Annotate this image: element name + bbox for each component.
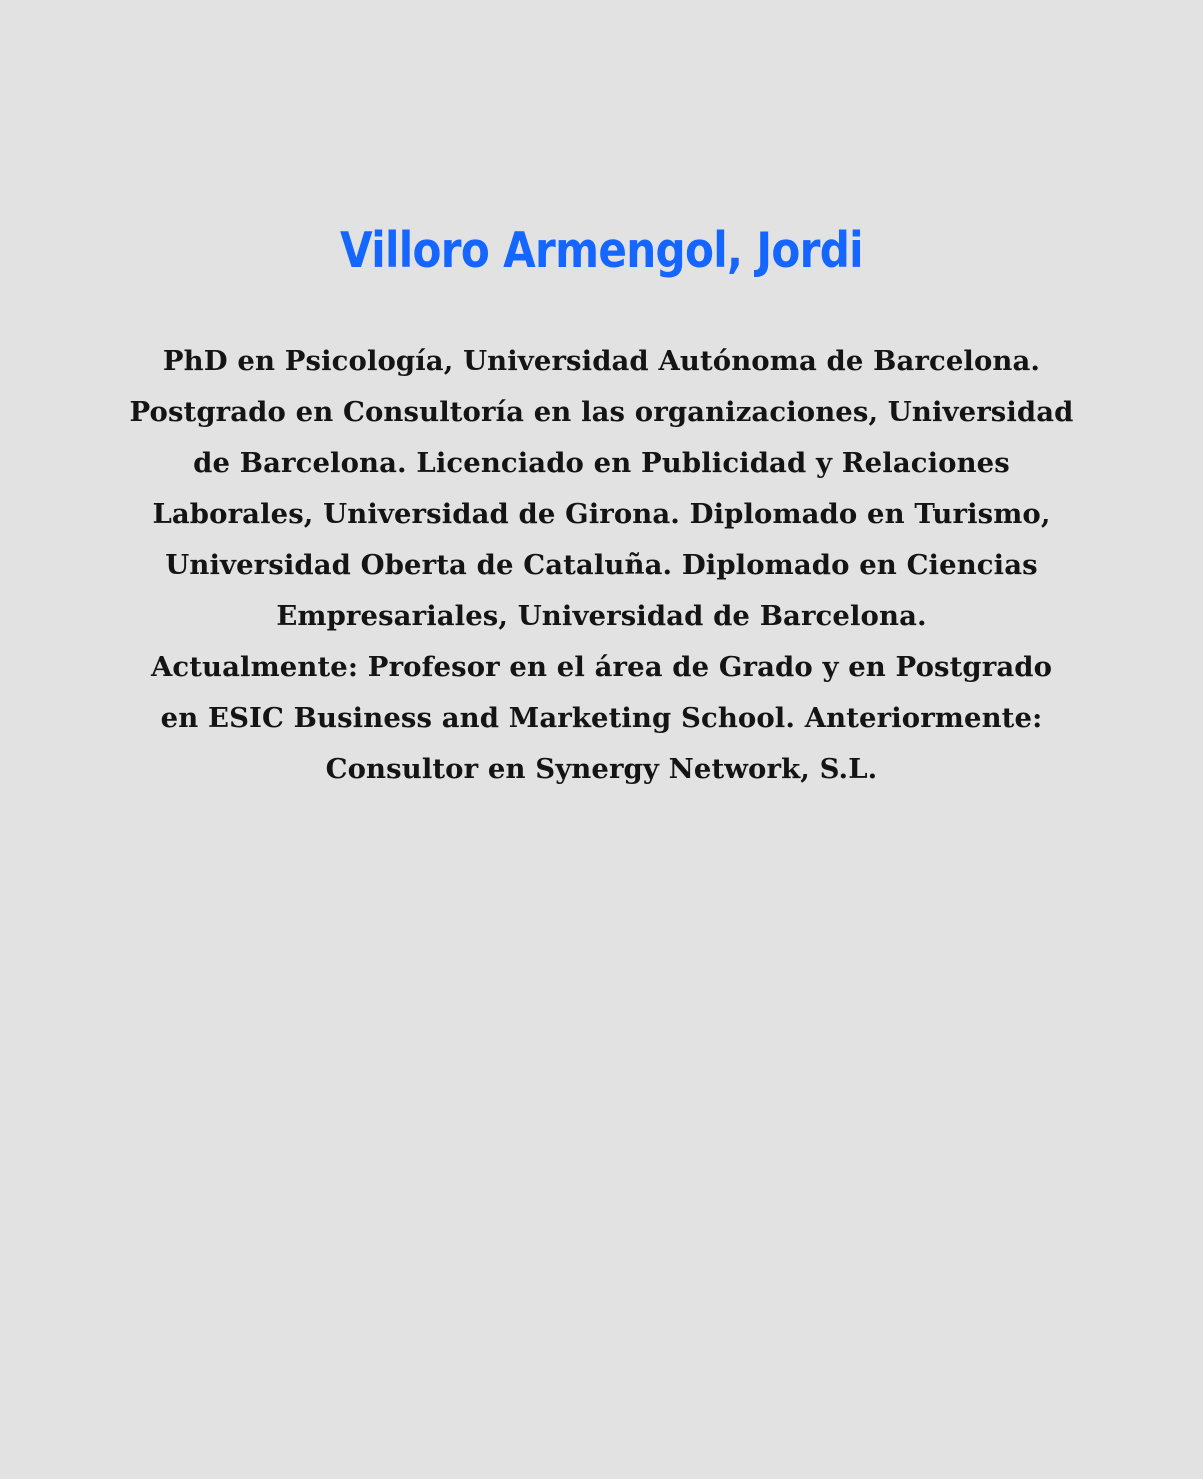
bio-line: PhD en Psicología, Universidad Autónoma de Barcelona. [162, 344, 1041, 377]
bio-line: Postgrado en Consultoría en las organizaciones, Universidad [129, 395, 1074, 428]
bio-line: Universidad Oberta de Cataluña. Diplomado en Ciencias [165, 548, 1038, 581]
profile-biography [0, 278, 1203, 795]
bio-line: Actualmente: Profesor en el área de Grado y en Postgrado [150, 650, 1053, 683]
bio-line: Empresariales, Universidad de Barcelona. [276, 599, 927, 632]
bio-line: en ESIC Business and Marketing School. Anteriormente: [160, 701, 1043, 734]
bio-line: Consultor en Synergy Network, S.L. [325, 752, 878, 785]
bio-line: Laborales, Universidad de Girona. Diplomado en Turismo, [152, 497, 1051, 530]
page-title: Villoro Armengol, Jordi [340, 222, 863, 279]
bio-line: de Barcelona. Licenciado en Publicidad y Relaciones [193, 446, 1010, 479]
